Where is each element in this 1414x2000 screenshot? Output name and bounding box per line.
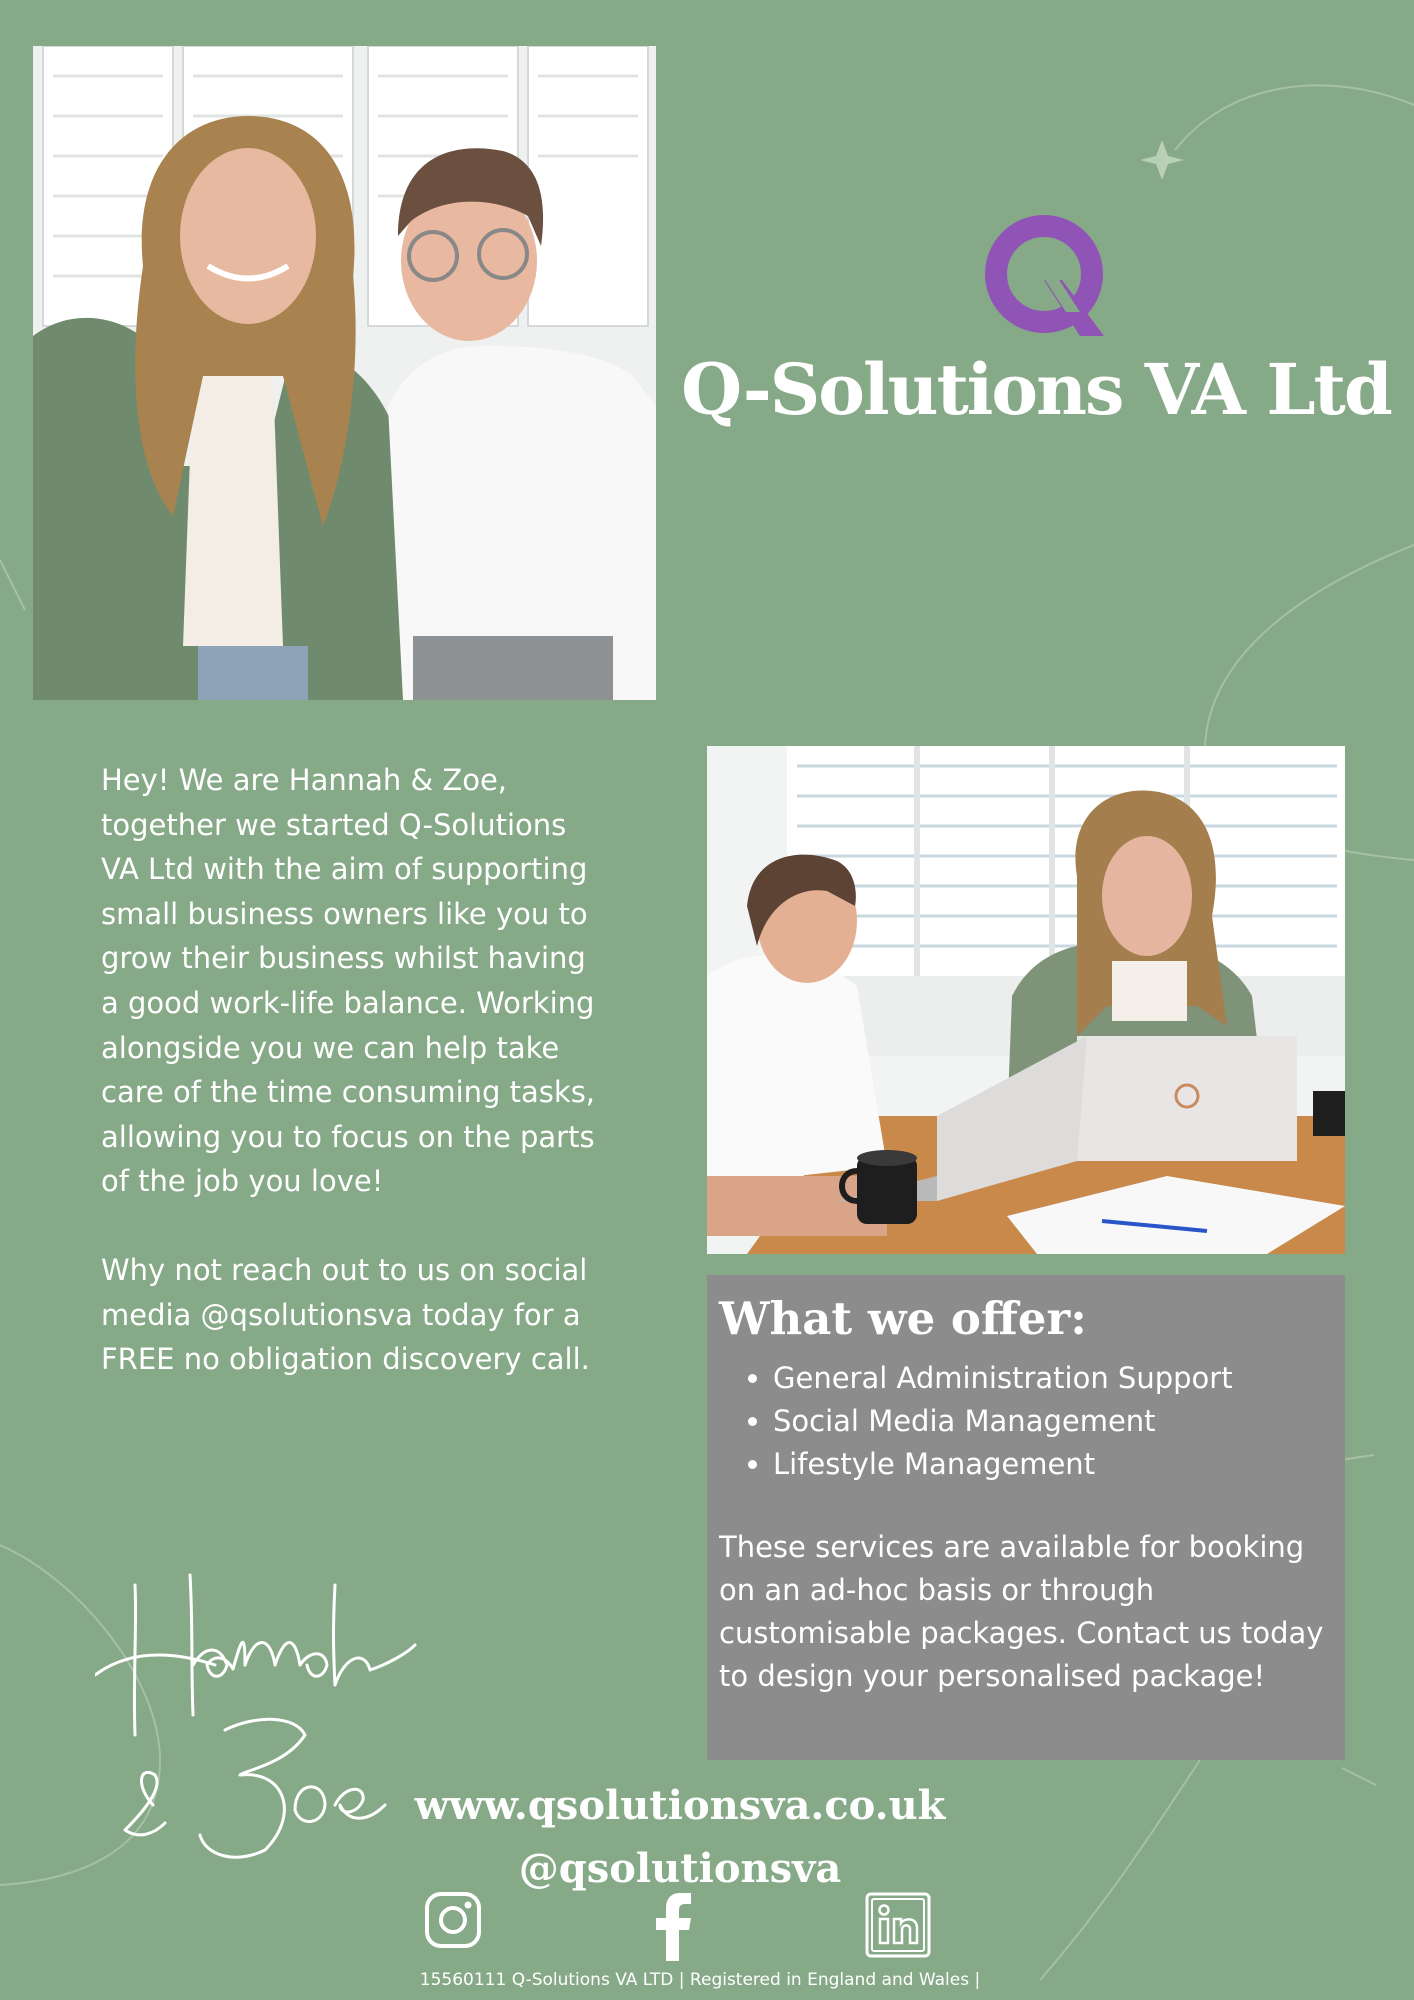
linkedin-icon[interactable] bbox=[864, 1891, 932, 1959]
footer-registration: 15560111 Q-Solutions VA LTD | Registered in England and Wales | bbox=[419, 1970, 981, 1990]
offer-item: • Social Media Management bbox=[773, 1400, 1333, 1443]
facebook-icon[interactable] bbox=[656, 1893, 692, 1961]
offer-heading: What we offer: bbox=[719, 1292, 1087, 1345]
instagram-icon[interactable] bbox=[424, 1891, 482, 1949]
website-link[interactable]: www.qsolutionsva.co.uk bbox=[414, 1782, 946, 1829]
intro-cta-paragraph: Why not reach out to us on social media @qsolutionsva today for a FREE no obligation discovery call. bbox=[101, 1252, 590, 1377]
offer-list bbox=[719, 1357, 1333, 1486]
offer-item: • Lifestyle Management bbox=[773, 1443, 1333, 1486]
social-handle[interactable]: @qsolutionsva bbox=[518, 1845, 842, 1892]
portrait-photo bbox=[33, 46, 656, 700]
working-at-laptops-photo bbox=[707, 746, 1345, 1254]
handwritten-signature bbox=[95, 1565, 435, 1885]
offer-panel bbox=[707, 1275, 1345, 1760]
offer-description: These services are available for booking on an ad-hoc basis or through customisable packages. Contact us today to design your personalised package! bbox=[719, 1529, 1324, 1693]
q-logo-icon bbox=[982, 212, 1108, 340]
offer-item: • General Administration Support bbox=[773, 1357, 1333, 1400]
intro-paragraph: Hey! We are Hannah & Zoe, together we started Q-Solutions VA Ltd with the aim of supporting small business owners like you to grow their business whilst having a good work-life balance. Working alongside you we can help take care of the time consuming tasks, allowing you to focus on the parts of the job you love! bbox=[101, 763, 596, 1199]
intro-text bbox=[101, 758, 606, 1382]
brand-title: Q-Solutions VA Ltd bbox=[681, 348, 1391, 431]
